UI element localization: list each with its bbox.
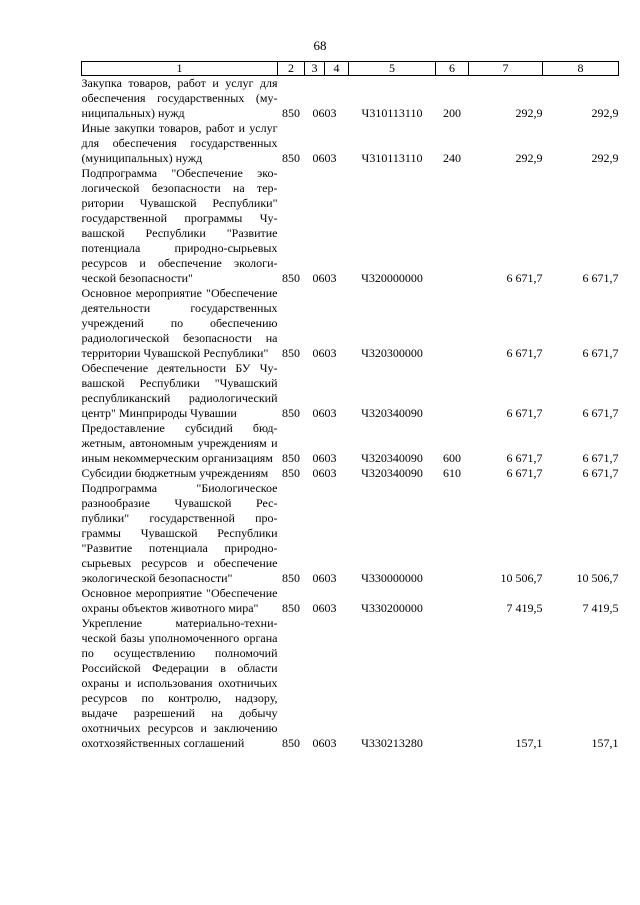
row-expense-type [436,361,469,421]
budget-table [81,61,619,751]
row-section: 06 [312,736,325,750]
row-expense-type [436,616,469,751]
row-subsection: 03 [324,466,337,480]
header-col-4: 4 [325,62,349,76]
row-amount-year-1: 157,1 [515,736,543,750]
row-ministry-code: 850 [282,106,300,120]
row-amount-year-1: 292,9 [515,106,543,120]
row-amount-year-1: 6 671,7 [506,406,543,420]
row-ministry-code: 850 [282,571,300,585]
row-amount-year-2: 6 671,7 [582,346,619,360]
row-target-article: Ч320340090 [361,451,423,465]
row-target-article: Ч330213280 [361,736,423,750]
row-amount-year-1: 7 419,5 [506,601,543,615]
table-row [82,76,619,122]
row-amount-year-1: 10 506,7 [500,571,543,585]
row-expense-type [436,481,469,586]
row-section: 06 [312,571,325,585]
header-col-5: 5 [349,62,436,76]
row-target-article: Ч310113110 [361,151,423,165]
row-target-article: Ч320340090 [361,466,423,480]
row-description: Укрепление материально-технической базы уполномоченного органа по осуществлению полномочий Российской Федерации в области охраны и использования охотничьих ресурсов по контролю, надзору, выдаче разрешений на добычу охотничьих ресурсов и заключению охотхозяйственных соглашений [81,616,278,750]
row-amount-year-1: 6 671,7 [506,451,543,465]
header-col-1: 1 [82,62,278,76]
row-target-article: Ч320340090 [361,406,423,420]
row-amount-year-2: 6 671,7 [582,271,619,285]
row-amount-year-2: 292,9 [591,151,619,165]
row-amount-year-2: 6 671,7 [582,451,619,465]
row-description: Субсидии бюджетным учреждениям [81,466,269,480]
row-description: Основное мероприятие "Обеспечение охраны объектов животного мира" [81,586,278,615]
table-row [82,166,619,286]
row-expense-type: 600 [443,451,461,465]
row-section: 06 [312,601,325,615]
table-row [82,586,619,616]
table-row [82,286,619,361]
row-ministry-code: 850 [282,346,300,360]
row-description: Подпрограмма "Обеспечение экологической безопасности на территории Чувашской Республики" государственной программы Чувашской Республики "Развитие потенциала природно-сырьевых ресурсов и обеспечение экологической безопасности" [81,166,278,285]
row-amount-year-2: 6 671,7 [582,466,619,480]
row-section: 06 [312,466,325,480]
row-amount-year-1: 6 671,7 [506,271,543,285]
row-ministry-code: 850 [282,151,300,165]
header-col-6: 6 [436,62,469,76]
row-target-article: Ч320300000 [361,346,423,360]
row-section: 06 [312,151,325,165]
header-col-3: 3 [305,62,325,76]
row-description: Основное мероприятие "Обеспечение деятельности государственных учреждений по обеспечению радиологической безопасности на территории Чувашской Республики" [81,286,278,360]
row-amount-year-2: 6 671,7 [582,406,619,420]
table-row [82,481,619,586]
row-subsection: 03 [324,346,337,360]
row-ministry-code: 850 [282,406,300,420]
row-expense-type: 240 [443,151,461,165]
row-amount-year-2: 157,1 [591,736,619,750]
header-col-7: 7 [469,62,543,76]
row-subsection: 03 [324,571,337,585]
page-number: 68 [313,38,327,53]
row-subsection: 03 [324,736,337,750]
header-col-2: 2 [278,62,305,76]
row-section: 06 [312,271,325,285]
row-amount-year-1: 6 671,7 [506,466,543,480]
table-row [82,361,619,421]
header-col-8: 8 [543,62,619,76]
row-amount-year-1: 292,9 [515,151,543,165]
row-amount-year-2: 292,9 [591,106,619,120]
row-ministry-code: 850 [282,271,300,285]
row-section: 06 [312,406,325,420]
row-expense-type [436,166,469,286]
row-subsection: 03 [324,271,337,285]
header-row [82,62,619,76]
row-ministry-code: 850 [282,466,300,480]
row-description: Подпрограмма "Биологическое разнообразие Чувашской Республики" государственной программы Чувашской Республики "Развитие потенциала природно-сырьевых ресурсов и обеспечение экологической безопасности" [81,481,278,585]
row-section: 06 [312,106,325,120]
row-section: 06 [312,346,325,360]
row-target-article: Ч330000000 [361,571,423,585]
row-ministry-code: 850 [282,451,300,465]
table-row [82,121,619,166]
row-expense-type [436,586,469,616]
row-description: Предоставление субсидий бюджетным, автономным учреждениям и иным некоммерческим организациям [81,421,278,465]
row-description: Иные закупки товаров, работ и услуг для обеспечения государственных (муниципальных) нужд [81,121,278,165]
row-subsection: 03 [324,601,337,615]
table-row [82,421,619,466]
table-row [82,466,619,481]
row-amount-year-2: 10 506,7 [576,571,619,585]
row-expense-type: 610 [443,466,461,480]
row-amount-year-1: 6 671,7 [506,346,543,360]
row-amount-year-2: 7 419,5 [582,601,619,615]
row-subsection: 03 [324,451,337,465]
row-description: Обеспечение деятельности БУ Чувашской Республики "Чувашский республиканский радиологический центр" Минприроды Чувашии [81,361,278,420]
row-section: 06 [312,451,325,465]
row-expense-type: 200 [443,106,461,120]
row-ministry-code: 850 [282,601,300,615]
table-row [82,616,619,751]
row-expense-type [436,286,469,361]
row-target-article: Ч310113110 [361,106,423,120]
row-target-article: Ч320000000 [361,271,423,285]
row-subsection: 03 [324,106,337,120]
row-ministry-code: 850 [282,736,300,750]
row-subsection: 03 [324,406,337,420]
row-subsection: 03 [324,151,337,165]
row-description: Закупка товаров, работ и услуг для обеспечения государственных (муниципальных) нужд [81,76,278,120]
row-target-article: Ч330200000 [361,601,423,615]
